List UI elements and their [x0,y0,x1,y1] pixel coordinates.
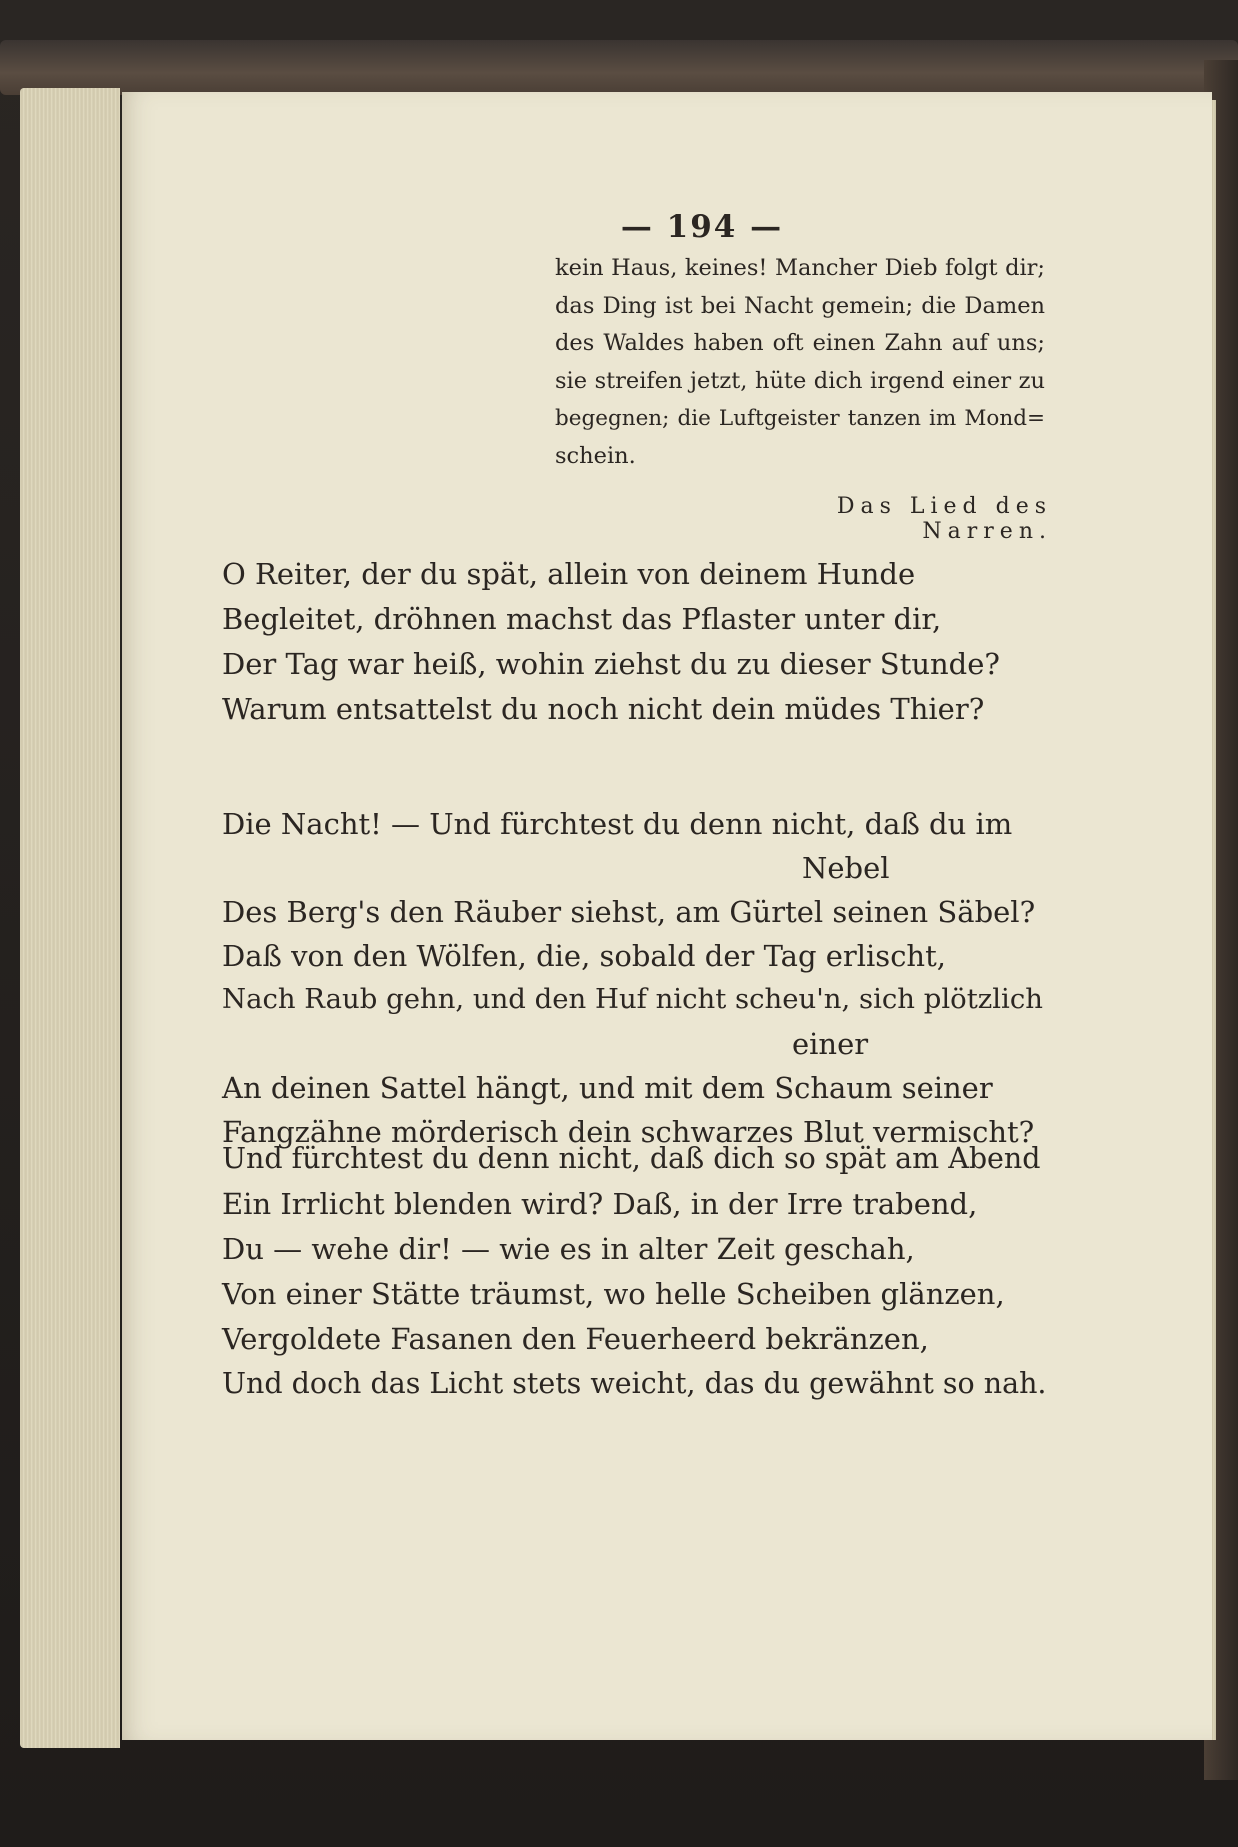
verse-line: Warum entsattelst du noch nicht dein müdes Thier? [222,692,985,726]
verse-line: Ein Irrlicht blenden wird? Daß, in der Irre trabend, [222,1187,978,1221]
verse-line: Du — wehe dir! — wie es in alter Zeit geschah, [222,1232,915,1266]
prose-paragraph [555,250,1045,475]
book-cover-top [0,40,1238,95]
prose-line: schein. [555,442,636,469]
page-edges-left [20,88,120,1748]
prose-line: kein Haus, keines! Mancher Dieb folgt dir; [555,255,1045,281]
book-page [122,92,1212,1740]
verse-line: Fangzähne mörderisch dein schwarzes Blut vermischt? [222,1115,1035,1149]
verse-line: An deinen Sattel hängt, und mit dem Schaum seiner [222,1071,993,1105]
prose-line: sie streifen jetzt, hüte dich irgend einer zu [555,367,1045,394]
prose-line: des Waldes haben oft einen Zahn auf uns; [555,330,1045,356]
verse-line: Daß von den Wölfen, die, sobald der Tag erlischt, [222,939,946,973]
verse-line-continuation: einer [792,1027,869,1061]
verse-line: Vergoldete Fasanen den Feuerheerd bekränzen, [222,1322,929,1356]
verse-line: Die Nacht! — Und fürchtest du denn nicht, daß du im [222,807,1013,841]
poem-title: Das Lied des Narren. [836,494,1052,544]
verse-line: Und fürchtest du denn nicht, daß dich so spät am Abend [222,1142,1041,1175]
verse-line: Des Berg's den Räuber siehst, am Gürtel seinen Säbel? [222,895,1036,929]
page-number: — 194 — [620,209,784,245]
verse-line: Nach Raub gehn, und den Huf nicht scheu'n, sich plötzlich [222,983,1043,1015]
verse-line: O Reiter, der du spät, allein von deinem Hunde [222,557,916,591]
verse-line: Von einer Stätte träumst, wo helle Scheiben glänzen, [222,1277,1005,1311]
verse-line: Der Tag war heiß, wohin ziehst du zu dieser Stunde? [222,647,1000,681]
verse-line: Begleitet, dröhnen machst das Pflaster unter dir, [222,602,942,636]
prose-line: begegnen; die Luftgeister tanzen im Mond= [555,406,1045,431]
verse-line: Und doch das Licht stets weicht, das du gewähnt so nah. [222,1367,1047,1400]
verse-line-continuation: Nebel [802,851,890,885]
prose-line: das Ding ist bei Nacht gemein; die Damen [555,292,1045,319]
